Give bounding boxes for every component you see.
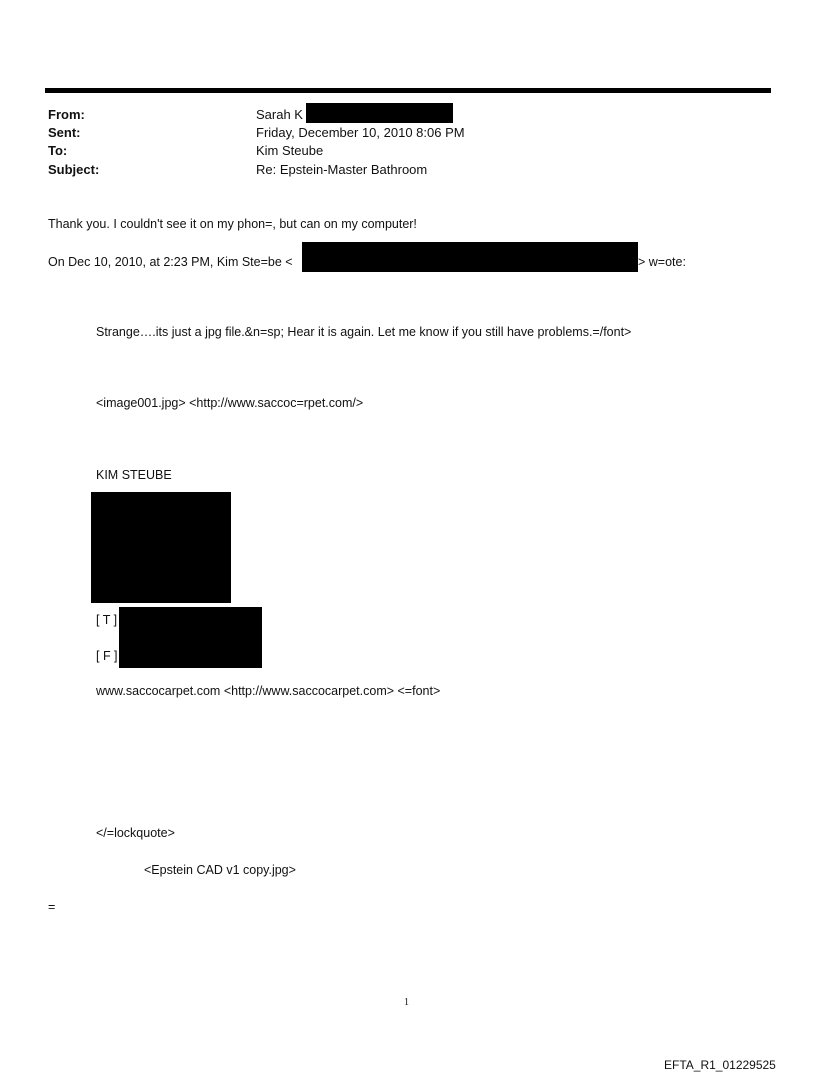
page-number: 1 <box>404 997 409 1008</box>
quote-intro-suffix: > w=ote: <box>638 255 686 269</box>
document-id: EFTA_R1_01229525 <box>664 1058 776 1072</box>
redaction-fax <box>119 637 262 668</box>
phone-label: [ T ] <box>96 613 118 627</box>
subject-label: Subject: <box>48 162 100 177</box>
quoted-message: Strange….its just a jpg file.&n=sp; Hear it is again. Let me know if you still have problems.=/font> <box>96 325 632 339</box>
redaction-phone <box>119 607 262 637</box>
website-line: www.saccocarpet.com <http://www.saccocarpet.com> <=font> <box>96 684 441 698</box>
header-rule <box>45 88 771 93</box>
blockquote-close: </=lockquote> <box>96 826 175 840</box>
quote-intro-prefix: On Dec 10, 2010, at 2:23 PM, Kim Ste=be < <box>48 255 293 269</box>
image-line: <image001.jpg> <http://www.saccoc=rpet.com/> <box>96 396 364 410</box>
redaction-from-email <box>306 103 453 123</box>
to-label: To: <box>48 143 68 158</box>
from-label: From: <box>48 107 85 122</box>
fax-label: [ F ] <box>96 649 118 663</box>
reply-line: Thank you. I couldn't see it on my phon=, but can on my computer! <box>48 217 417 231</box>
to-value: Kim Steube <box>256 143 324 158</box>
sent-value: Friday, December 10, 2010 8:06 PM <box>256 125 465 140</box>
sent-label: Sent: <box>48 125 81 140</box>
from-value: Sarah K <box>256 107 303 122</box>
subject-value: Re: Epstein-Master Bathroom <box>256 162 428 177</box>
trailing-marker: = <box>48 900 56 914</box>
redaction-sender-email <box>302 242 638 272</box>
signature-name: KIM STEUBE <box>96 468 172 482</box>
attachment-name: <Epstein CAD v1 copy.jpg> <box>144 863 296 877</box>
redaction-signature-address <box>91 492 231 603</box>
